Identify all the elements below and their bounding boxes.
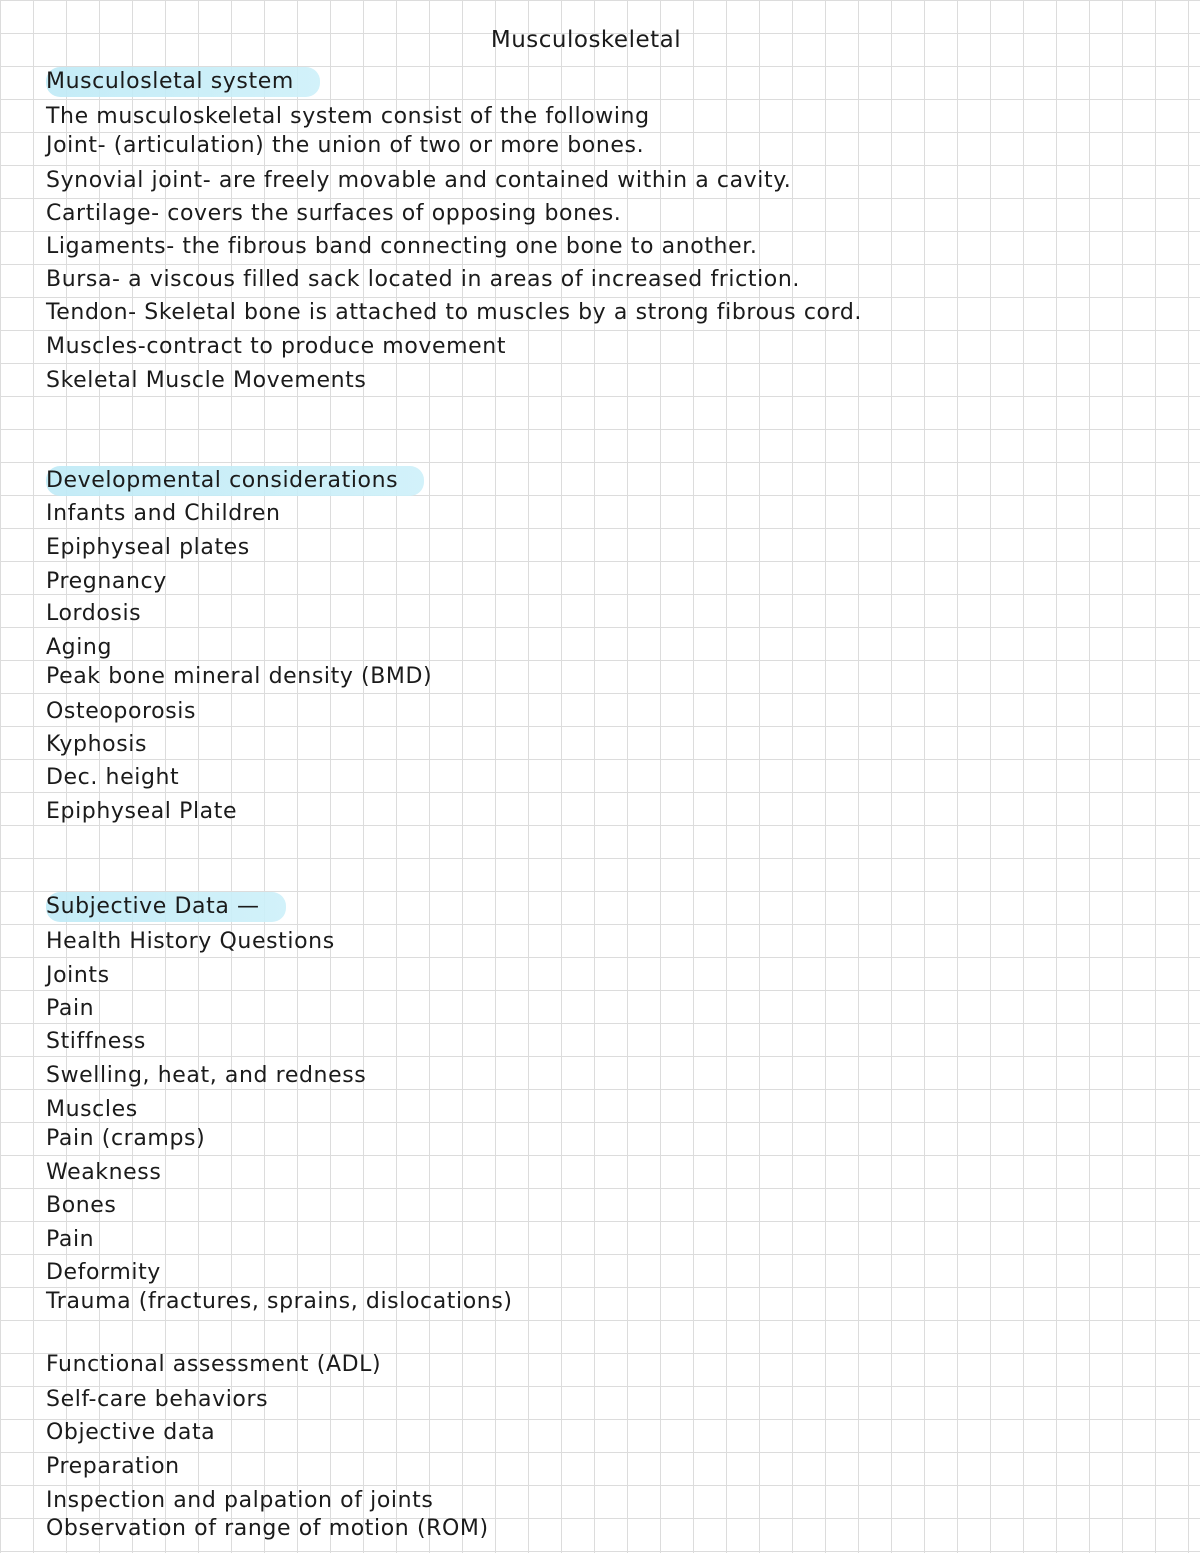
section-heading-subjective-data: Subjective Data —	[46, 892, 286, 922]
note-line: Joint- (articulation) the union of two or more bones.	[46, 133, 645, 158]
note-line: Osteoporosis	[46, 699, 197, 724]
note-line: Trauma (fractures, sprains, dislocations)	[46, 1289, 513, 1314]
note-line: Pain	[46, 1227, 95, 1252]
note-line: Epiphyseal plates	[46, 535, 250, 560]
note-line: Dec. height	[46, 765, 180, 790]
note-line: Deformity	[46, 1260, 161, 1285]
note-line: Infants and Children	[46, 501, 281, 526]
note-line: Epiphyseal Plate	[46, 799, 238, 824]
section-heading-musculoskeletal-system: Musculosletal system	[46, 67, 320, 97]
note-line: Inspection and palpation of joints	[46, 1488, 434, 1513]
section-heading-developmental-considerations: Developmental considerations	[46, 466, 424, 496]
note-line: Peak bone mineral density (BMD)	[46, 664, 433, 689]
note-line: Cartilage- covers the surfaces of opposing bones.	[46, 201, 622, 226]
note-line: Self-care behaviors	[46, 1387, 269, 1412]
note-line: Pain (cramps)	[46, 1126, 206, 1151]
note-line: Swelling, heat, and redness	[46, 1063, 367, 1088]
note-line: Tendon- Skeletal bone is attached to muscles by a strong fibrous cord.	[46, 300, 862, 325]
note-line: Skeletal Muscle Movements	[46, 368, 367, 393]
note-line: Synovial joint- are freely movable and contained within a cavity.	[46, 168, 792, 193]
note-line: Muscles	[46, 1097, 138, 1122]
note-line: Stiffness	[46, 1029, 146, 1054]
note-line: Lordosis	[46, 601, 142, 626]
note-line: Ligaments- the fibrous band connecting one bone to another.	[46, 234, 758, 259]
note-line: Joints	[46, 963, 110, 988]
note-line: Kyphosis	[46, 732, 148, 757]
note-line: Bursa- a viscous filled sack located in areas of increased friction.	[46, 267, 800, 292]
note-line: Weakness	[46, 1160, 162, 1185]
note-line: The musculoskeletal system consist of the following	[46, 104, 650, 129]
note-line: Preparation	[46, 1454, 180, 1479]
note-line: Aging	[46, 635, 113, 660]
note-line: Muscles-contract to produce movement	[46, 334, 507, 359]
note-line: Observation of range of motion (ROM)	[46, 1516, 489, 1541]
note-line: Objective data	[46, 1420, 216, 1445]
page-title: Musculoskeletal	[490, 27, 682, 53]
note-line: Pregnancy	[46, 569, 167, 594]
note-line: Functional assessment (ADL)	[46, 1352, 382, 1377]
note-line: Health History Questions	[46, 929, 335, 954]
note-line: Bones	[46, 1193, 117, 1218]
note-line: Pain	[46, 996, 95, 1021]
